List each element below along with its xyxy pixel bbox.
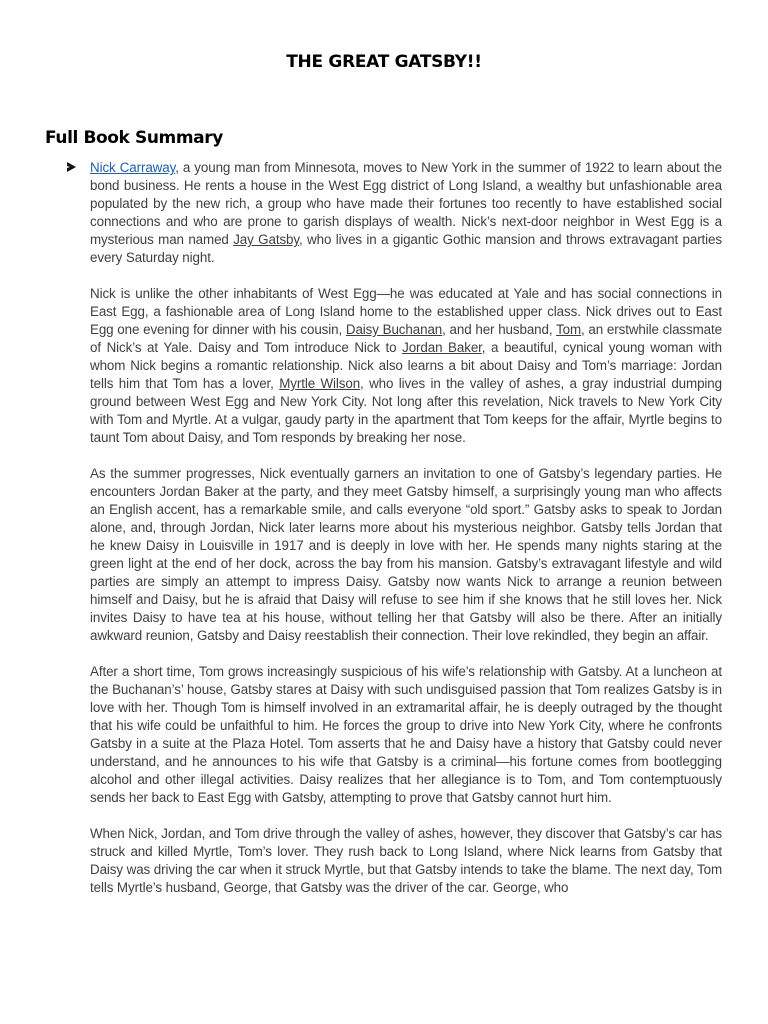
- link-jordan-baker[interactable]: Jordan Baker: [402, 340, 482, 355]
- arrow-bullet-icon: [67, 162, 76, 172]
- summary-paragraph-5: [90, 825, 722, 897]
- paragraph-text: After a short time, Tom grows increasingly suspicious of his wife’s relationship with Gatsby. At a luncheon at the Buchanan’s’ house, Gatsby stares at Daisy with such undisguised passion that Tom realizes Gatsby is in love with her. Though Tom is himself involved in an extramarital affair, he is deeply outraged by the thought that his wife could be unfaithful to him. He forces the group to drive into New York City, where he confronts Gatsby in a suite at the Plaza Hotel. Tom asserts that he and Daisy have a history that Gatsby could never understand, and he announces to his wife that Gatsby is a criminal—his fortune comes from bootlegging alcohol and other illegal activities. Daisy realizes that her allegiance is to Tom, and Tom contemptuously sends her back to East Egg with Gatsby, attempting to prove that Gatsby cannot hurt him.: [90, 664, 722, 805]
- link-jay-gatsby[interactable]: Jay Gatsby: [233, 232, 299, 247]
- section-heading: Full Book Summary: [45, 128, 223, 148]
- link-daisy-buchanan[interactable]: Daisy Buchanan: [345, 322, 443, 337]
- paragraph-text: Nick is unlike the other inhabitants of West Egg—he was educated at Yale and has social connections in East Egg, a fashionable area of Long Island home to the established upper class. Nick drives out to East Egg one evening for dinner with his cousin,: [90, 286, 722, 337]
- summary-content: [90, 159, 722, 915]
- link-nick-carraway[interactable]: Nick Carraway: [90, 160, 176, 175]
- summary-paragraph-2: [90, 285, 722, 447]
- document-title: THE GREAT GATSBY!!: [286, 52, 482, 72]
- summary-paragraph-3: [90, 465, 722, 645]
- paragraph-text: , a young man from Minnesota, moves to New York in the summer of 1922 to learn about the bond business. He rents a house in the West Egg district of Long Island, a wealthy but unfashionable area populated by the new rich, a group who have made their fortunes too recently to have established social connections and who are prone to garish displays of wealth. Nick’s next-door neighbor in West Egg is a mysterious man named: [90, 160, 723, 247]
- paragraph-text: When Nick, Jordan, and Tom drive through the valley of ashes, however, they discover that Gatsby’s car has struck and killed Myrtle, Tom’s lover. They rush back to Long Island, where Nick learns from Gatsby that Daisy was driving the car when it struck Myrtle, but that Gatsby intends to take the blame. The next day, Tom tells Myrtle’s husband, George, that Gatsby was the driver of the car. George, who: [90, 826, 722, 895]
- link-myrtle-wilson[interactable]: Myrtle Wilson: [279, 376, 361, 391]
- paragraph-text: , a beautiful, cynical young woman with whom Nick begins a romantic relationship. Nick also learns a bit about Daisy and Tom’s marriage: Jordan tells him that Tom has a lover,: [90, 340, 722, 391]
- paragraph-text: As the summer progresses, Nick eventually garners an invitation to one of Gatsby’s legendary parties. He encounters Jordan Baker at the party, and they meet Gatsby himself, a surprisingly young man who affects an English accent, has a remarkable smile, and calls everyone “old sport.” Gatsby asks to speak to Jordan alone, and, through Jordan, Nick later learns more about his mysterious neighbor. Gatsby tells Jordan that he knew Daisy in Louisville in 1917 and is deeply in love with her. He spends many nights staring at the green light at the end of her dock, across the bay from his mansion. Gatsby’s extravagant lifestyle and wild parties are simply an attempt to impress Daisy. Gatsby now wants Nick to arrange a reunion between himself and Daisy, but he is afraid that Daisy will refuse to see him if she knows that he still loves her. Nick invites Daisy to have tea at his house, without telling her that Gatsby will also be there. After an initially awkward reunion, Gatsby and Daisy reestablish their connection. Their love rekindled, they begin an affair.: [90, 466, 722, 643]
- summary-paragraph-4: [90, 663, 722, 807]
- paragraph-text: , who lives in a gigantic Gothic mansion and throws extravagant parties every Saturday night.: [90, 232, 722, 265]
- paragraph-text: , and her husband,: [442, 322, 557, 337]
- paragraph-text: , an erstwhile classmate of Nick’s at Yale. Daisy and Tom introduce Nick to: [90, 322, 722, 355]
- summary-paragraph-1: [90, 159, 722, 267]
- link-tom[interactable]: Tom: [556, 322, 582, 337]
- paragraph-text: , who lives in the valley of ashes, a gray industrial dumping ground between West Egg and New York City. Not long after this revelation, Nick travels to New York City with Tom and Myrtle. At a vulgar, gaudy party in the apartment that Tom keeps for the affair, Myrtle begins to taunt Tom about Daisy, and Tom responds by breaking her nose.: [90, 376, 722, 445]
